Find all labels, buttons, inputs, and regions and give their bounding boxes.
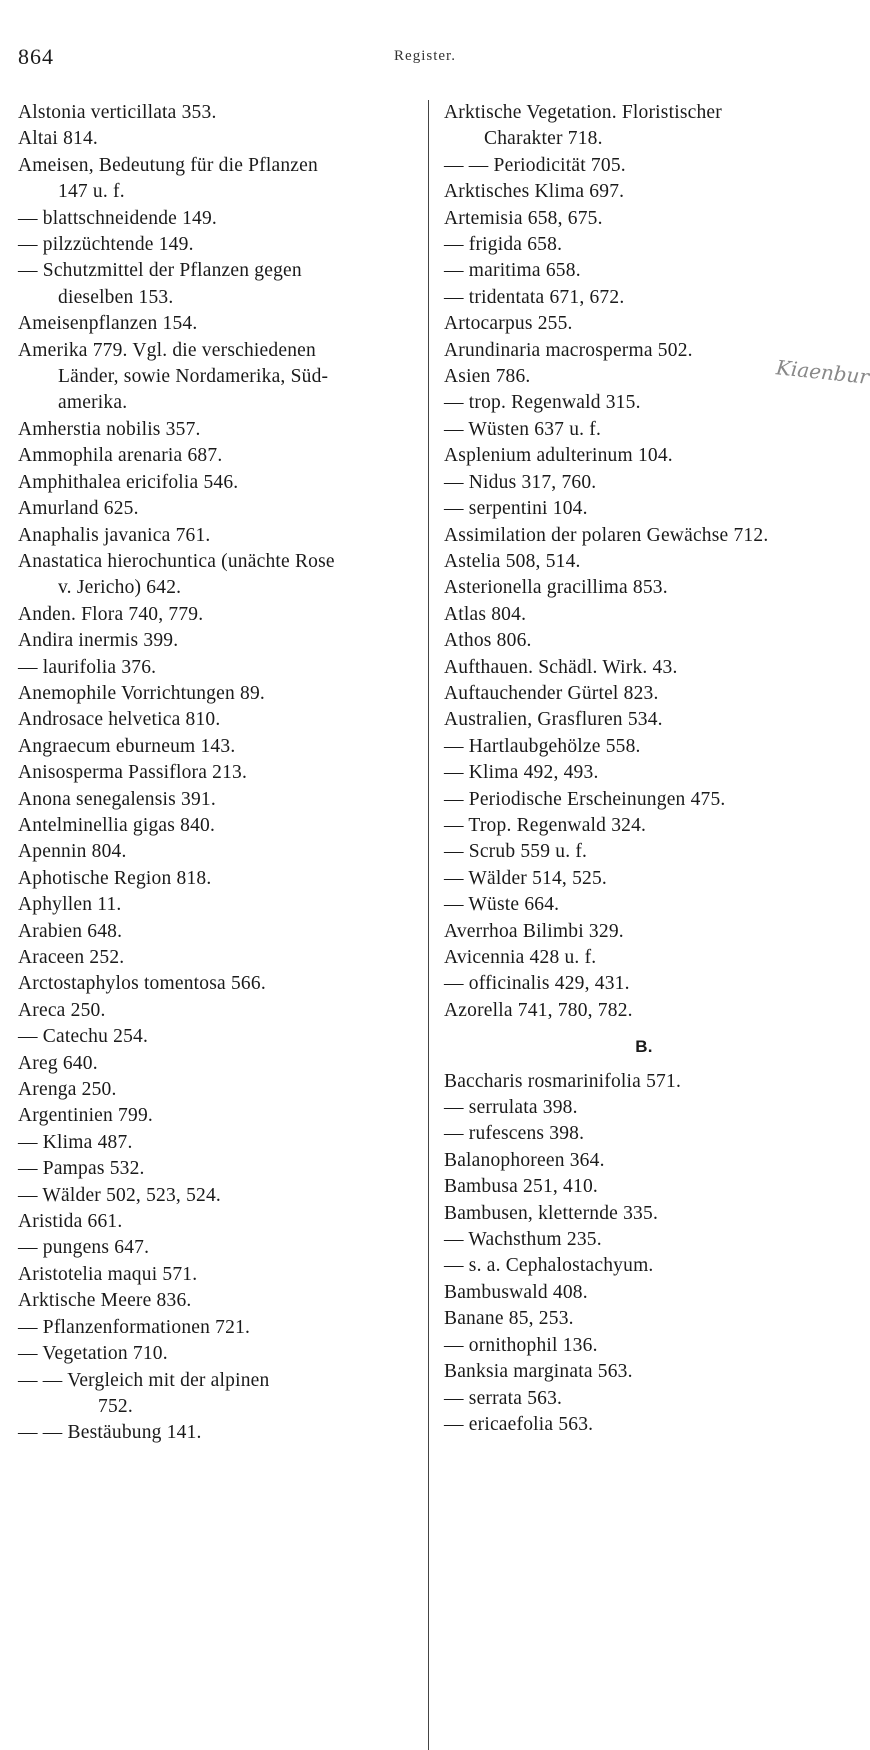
index-entry: — Trop. Regenwald 324. <box>444 814 647 836</box>
index-entry: — Scrub 559 u. f. <box>444 841 588 863</box>
column-divider <box>428 100 429 1750</box>
index-entry: — Pflanzenformationen 721. <box>18 1316 251 1338</box>
index-entry: Arktische Meere 836. <box>18 1290 192 1312</box>
index-entry: — maritima 658. <box>444 260 581 282</box>
index-entry: — Wachsthum 235. <box>444 1229 602 1251</box>
index-entry: — Klima 487. <box>18 1131 133 1153</box>
index-entry: v. Jericho) 642. <box>58 577 182 599</box>
index-entry: — Hartlaubgehölze 558. <box>444 735 641 757</box>
index-entry: Aphyllen 11. <box>18 894 122 916</box>
index-entry: Androsace helvetica 810. <box>18 709 221 731</box>
index-entry: — serrata 563. <box>444 1387 563 1409</box>
index-entry: — serrulata 398. <box>444 1097 578 1119</box>
page-number: 864 <box>18 44 54 69</box>
index-entry: — Periodische Erscheinungen 475. <box>444 788 726 810</box>
index-entry: Azorella 741, 780, 782. <box>444 999 633 1021</box>
index-entry: — officinalis 429, 431. <box>444 973 630 995</box>
index-entry: Amphithalea ericifolia 546. <box>18 471 239 493</box>
index-entry: Arundinaria macrosperma 502. <box>444 339 693 361</box>
index-entry: — — Bestäubung 141. <box>18 1422 202 1444</box>
index-entry: Anona senegalensis 391. <box>18 788 216 810</box>
right-entries <box>444 100 844 1024</box>
index-entry: Argentinien 799. <box>18 1105 153 1127</box>
index-entry: Arktische Vegetation. Floristischer <box>444 102 722 123</box>
index-entry: Averrhoa Bilimbi 329. <box>444 920 624 942</box>
index-entry: Bambuswald 408. <box>444 1281 588 1303</box>
index-entry: Amherstia nobilis 357. <box>18 418 201 440</box>
index-entry: — Wüsten 637 u. f. <box>444 418 602 440</box>
index-entry: Arktisches Klima 697. <box>444 181 625 203</box>
index-entry: Ameisen, Bedeutung für die Pflanzen <box>18 154 318 176</box>
index-entry: Artocarpus 255. <box>444 313 573 335</box>
index-entry: Aristida 661. <box>18 1211 123 1233</box>
index-entry: Altai 814. <box>18 128 98 150</box>
index-entry: Antelminellia gigas 840. <box>18 814 216 836</box>
index-entry: Aphotische Region 818. <box>18 867 212 889</box>
index-entry: Assimilation der polaren Gewächse 712. <box>444 524 769 546</box>
index-entry: 752. <box>98 1395 133 1417</box>
index-entry: — blattschneidende 149. <box>18 207 218 229</box>
index-entry: — s. a. Cephalostachyum. <box>444 1255 654 1277</box>
index-entry: 147 u. f. <box>58 181 125 203</box>
index-entry: Balanophoreen 364. <box>444 1149 605 1171</box>
index-entry: Areg 640. <box>18 1052 98 1074</box>
index-entry: Apennin 804. <box>18 841 127 863</box>
index-entry: Angraecum eburneum 143. <box>18 735 236 757</box>
index-entry: amerika. <box>58 392 128 414</box>
running-title: Register. <box>394 48 456 64</box>
index-entry: Araceen 252. <box>18 947 125 968</box>
index-entry: Atlas 804. <box>444 603 527 625</box>
index-entry: — Klima 492, 493. <box>444 762 599 784</box>
index-entry: Arabien 648. <box>18 920 123 942</box>
index-entry: Auftauchender Gürtel 823. <box>444 682 659 704</box>
index-entry: — laurifolia 376. <box>18 656 157 678</box>
index-entry: Asterionella gracillima 853. <box>444 577 668 599</box>
index-entry: Astelia 508, 514. <box>444 550 581 572</box>
index-entry: Länder, sowie Nordamerika, Süd- <box>58 366 329 388</box>
index-column-right <box>444 100 844 1438</box>
index-entry: Amurland 625. <box>18 498 139 520</box>
index-entry: Ameisenpflanzen 154. <box>18 313 198 335</box>
index-entry: — — Periodicität 705. <box>444 154 626 176</box>
index-entry: — tridentata 671, 672. <box>444 286 625 308</box>
index-entry: dieselben 153. <box>58 286 174 308</box>
index-entry: Arctostaphylos tomentosa 566. <box>18 973 266 995</box>
index-entry: — Pampas 532. <box>18 1158 145 1180</box>
index-entry: Avicennia 428 u. f. <box>444 947 597 968</box>
index-entry: — frigida 658. <box>444 234 563 256</box>
index-entry: Alstonia verticillata 353. <box>18 102 217 123</box>
index-entry: — trop. Regenwald 315. <box>444 392 641 414</box>
index-entry: — Wälder 502, 523, 524. <box>18 1184 221 1206</box>
index-entry: Aufthauen. Schädl. Wirk. 43. <box>444 656 678 678</box>
index-entry: Anisosperma Passiflora 213. <box>18 762 248 784</box>
index-entry: Charakter 718. <box>484 128 603 150</box>
index-entry: Anaphalis javanica 761. <box>18 524 211 546</box>
index-entry: Andira inermis 399. <box>18 630 179 652</box>
index-column-left <box>18 100 410 1447</box>
index-entry: — ornithophil 136. <box>444 1334 598 1356</box>
index-entry: Australien, Grasfluren 534. <box>444 709 663 731</box>
page-header <box>18 44 832 78</box>
index-entry: Aristotelia maqui 571. <box>18 1263 198 1285</box>
index-entry: — Nidus 317, 760. <box>444 471 597 493</box>
index-entry: — rufescens 398. <box>444 1123 585 1145</box>
index-entry: Banksia marginata 563. <box>444 1361 633 1383</box>
index-entry: Anemophile Vorrichtungen 89. <box>18 682 265 704</box>
index-entry: — pilzzüchtende 149. <box>18 234 194 256</box>
index-entry: — Schutzmittel der Pflanzen gegen <box>18 260 302 282</box>
index-entry: Asplenium adulterinum 104. <box>444 445 673 467</box>
index-entry: — Catechu 254. <box>18 1026 149 1048</box>
handwritten-margin-note: Kiaenbur <box>775 355 870 389</box>
index-entry: — pungens 647. <box>18 1237 150 1259</box>
index-entry: — Wüste 664. <box>444 894 560 916</box>
index-entry: — serpentini 104. <box>444 498 588 520</box>
index-entry: Areca 250. <box>18 999 106 1021</box>
index-entry: Arenga 250. <box>18 1079 117 1101</box>
section-b-entries <box>444 1069 844 1439</box>
index-entry: Asien 786. <box>444 366 531 388</box>
index-entry: Baccharis rosmarinifolia 571. <box>444 1070 682 1092</box>
index-entry: Amerika 779. Vgl. die verschiedenen <box>18 339 316 361</box>
index-entry: Banane 85, 253. <box>444 1308 574 1330</box>
index-entry: Bambusa 251, 410. <box>444 1176 598 1198</box>
section-letter-b: B. <box>635 1037 653 1057</box>
index-entry: — ericaefolia 563. <box>444 1413 594 1435</box>
index-entry: Bambusen, kletternde 335. <box>444 1202 659 1224</box>
index-entry: Anden. Flora 740, 779. <box>18 603 204 625</box>
index-entry: Ammophila arenaria 687. <box>18 445 223 467</box>
index-entry: — Vegetation 710. <box>18 1343 168 1365</box>
index-entry: — — Vergleich mit der alpinen <box>18 1369 270 1391</box>
index-entry: Anastatica hierochuntica (unächte Rose <box>18 550 335 572</box>
index-entry: — Wälder 514, 525. <box>444 867 607 889</box>
index-entry: Athos 806. <box>444 630 532 652</box>
index-entry: Artemisia 658, 675. <box>444 207 603 229</box>
